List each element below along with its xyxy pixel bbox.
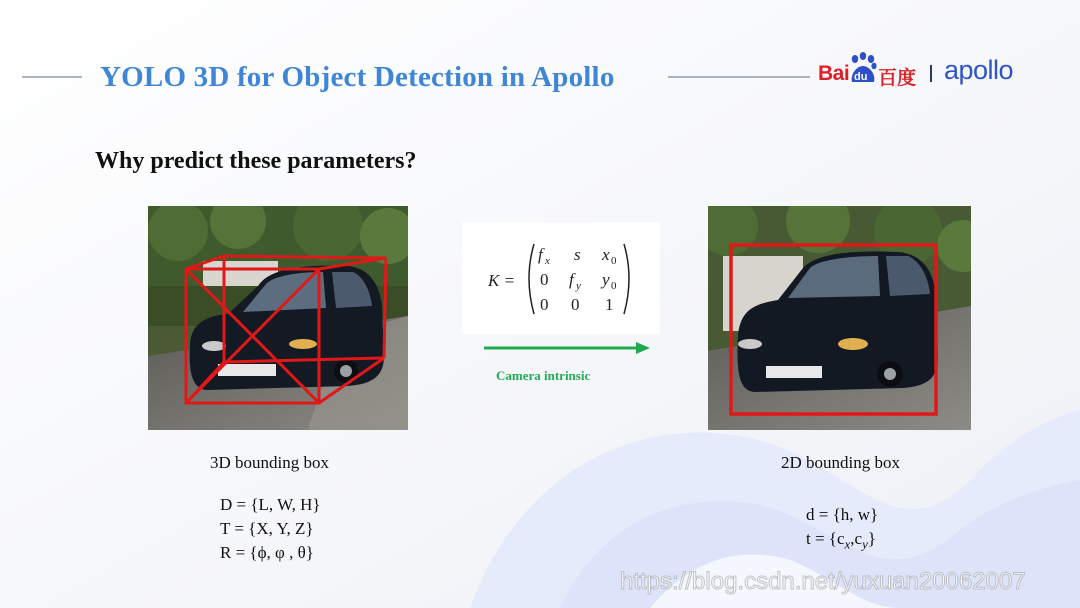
apollo-logo-text: apollo <box>944 55 1014 85</box>
matrix-sub-0b: 0 <box>611 280 617 292</box>
matrix-cell-0d: 0 <box>571 295 580 314</box>
matrix-cell-x0: x <box>602 245 610 264</box>
matrix-label: K = <box>488 271 516 290</box>
header-rule-left <box>22 76 82 78</box>
left-params <box>220 493 321 565</box>
matrix-cell-s: s <box>574 245 581 264</box>
car-2d-bounding-box-photo <box>708 206 971 430</box>
right-arrow-icon <box>480 338 655 358</box>
param-center-mid: ,c <box>850 529 863 548</box>
param-center-suffix: } <box>867 529 877 548</box>
matrix-cell-y0: y <box>602 270 610 289</box>
right-caption: 2D bounding box <box>781 453 900 472</box>
section-question: Why predict these parameters? <box>95 148 417 174</box>
matrix-cell-fy: f <box>569 270 574 289</box>
matrix-sub-y: y <box>576 280 581 292</box>
header-rule-right <box>668 76 810 78</box>
matrix-cell-1: 1 <box>605 295 614 314</box>
baidu-apollo-logo <box>818 52 1032 92</box>
baidu-paw-text: du <box>854 71 868 83</box>
matrix-sub-0: 0 <box>611 255 617 267</box>
matrix-cell-0: 0 <box>540 270 549 289</box>
param-rotation: R = {ϕ, φ , θ} <box>220 543 314 562</box>
param-center-sub-y: y <box>862 536 868 552</box>
param-center-prefix: t = {c <box>806 529 845 548</box>
watermark-url: https://blog.csdn.net/yuxuan20062007 <box>620 568 1026 595</box>
right-params <box>806 503 878 556</box>
param-dimensions: D = {L, W, H} <box>220 495 321 514</box>
baidu-chinese-text: 百度 <box>878 67 917 89</box>
car-3d-bounding-box-photo <box>148 206 408 430</box>
param-center-sub-x: x <box>844 536 851 552</box>
left-caption: 3D bounding box <box>210 453 329 472</box>
camera-intrinsic-matrix <box>462 222 660 334</box>
matrix-cell-0c: 0 <box>540 295 549 314</box>
camera-intrinsic-caption: Camera intrinsic <box>496 368 591 383</box>
baidu-logo-text: Bai <box>818 62 850 85</box>
param-size: d = {h, w} <box>806 505 879 524</box>
matrix-cell-fx: f <box>538 245 543 264</box>
param-translation: T = {X, Y, Z} <box>220 519 314 538</box>
param-center <box>806 527 878 556</box>
logo-separator <box>930 65 932 82</box>
slide-title: YOLO 3D for Object Detection in Apollo <box>100 61 615 93</box>
matrix-sub-x: x <box>545 255 550 267</box>
